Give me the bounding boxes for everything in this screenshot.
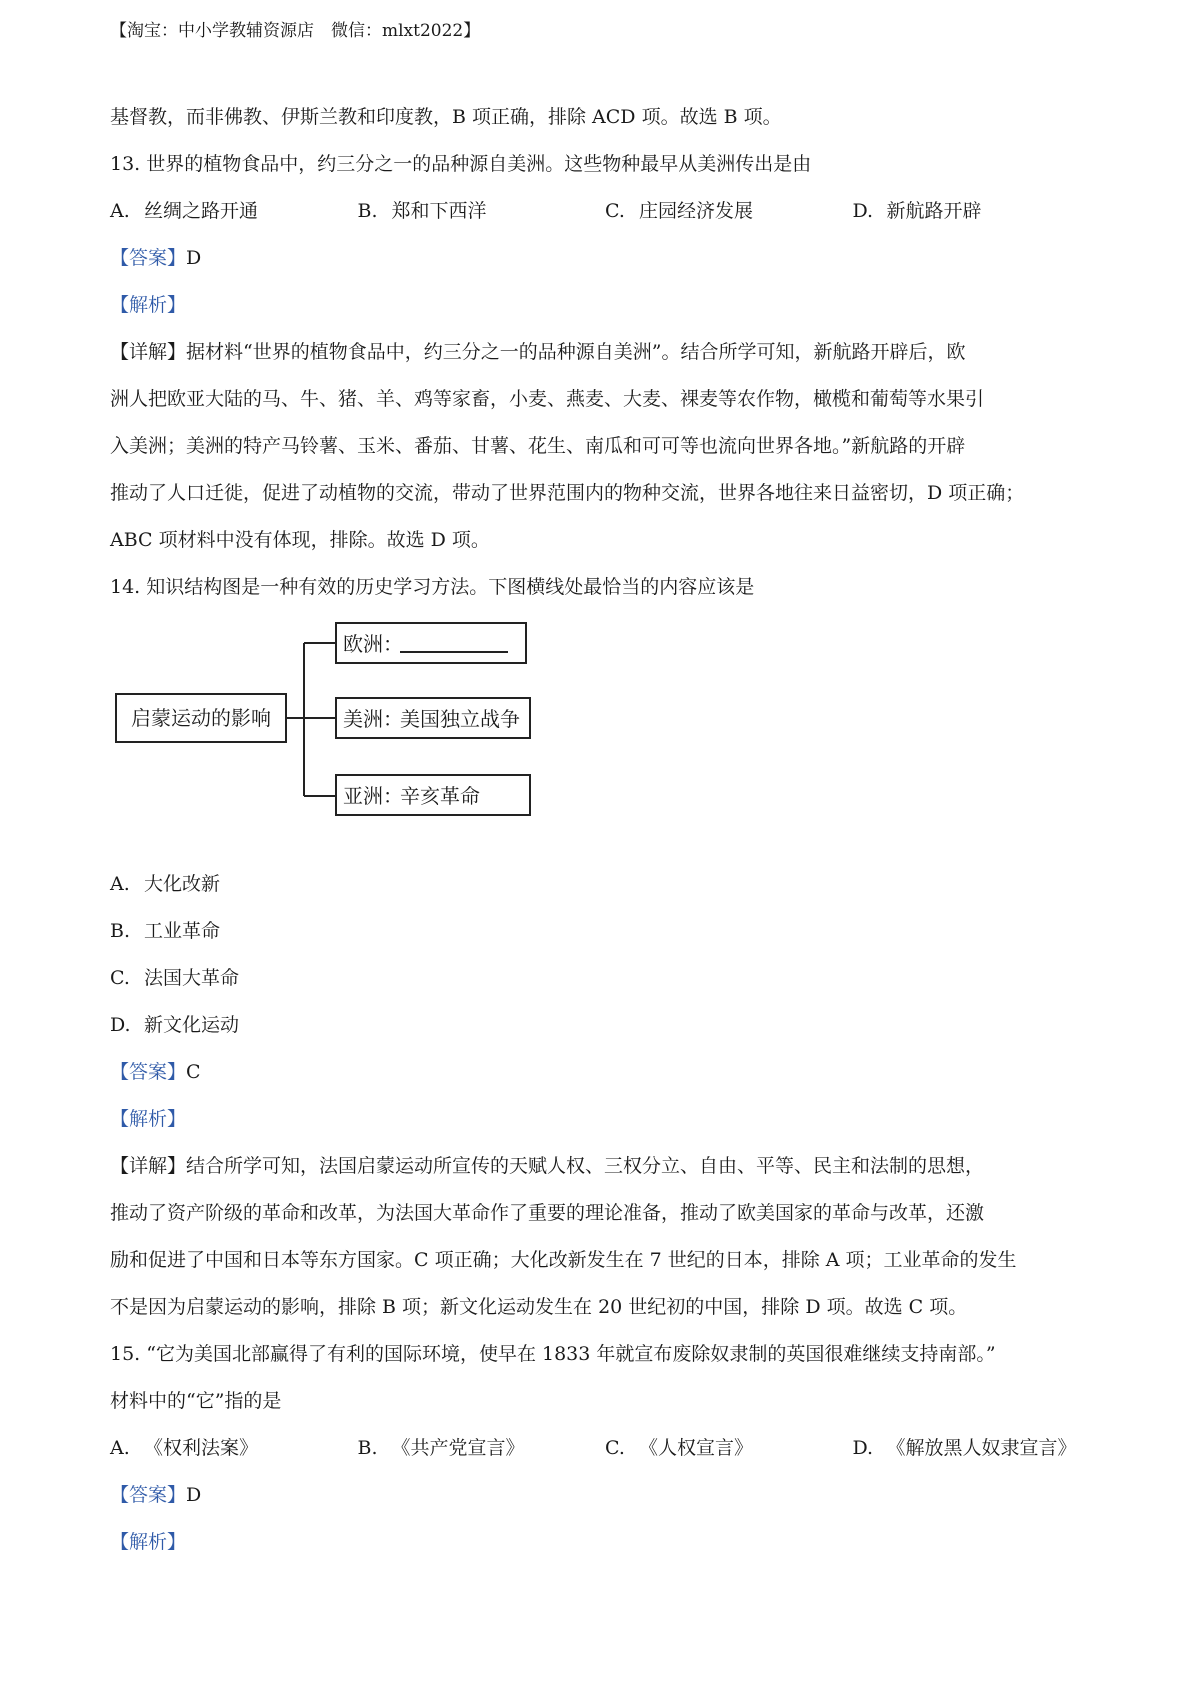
q15-analysis <box>110 1519 1100 1566</box>
q15-options <box>110 1425 1100 1472</box>
option-label: A. <box>110 1437 130 1459</box>
option-label: A. <box>110 200 130 222</box>
option-text: 法国大革命 <box>144 967 240 989</box>
diagram-svg <box>110 611 1100 861</box>
detail-text: 据材料“世界的植物食品中，约三分之一的品种源自美洲”。结合所学可知，新航路开辟后，欧 <box>186 341 966 363</box>
option-text: 丝绸之路开通 <box>144 200 259 222</box>
option-label: C. <box>110 967 130 989</box>
q14-analysis <box>110 1096 1100 1143</box>
analysis-tag: 【解析】 <box>110 294 187 316</box>
option-label: A. <box>110 873 130 895</box>
q15-answer <box>110 1472 1100 1519</box>
q14-detail <box>110 1143 1100 1331</box>
option-text: 新文化运动 <box>144 1014 240 1036</box>
detail-line <box>110 329 1100 376</box>
q14-answer <box>110 1049 1100 1096</box>
q15-stem-line-1: 15. “它为美国北部赢得了有利的国际环境，使早在 1833 年就宣布废除奴隶制的英国很难继续支持南部。” <box>110 1343 996 1365</box>
option-label: D. <box>852 200 874 222</box>
detail-line: 不是因为启蒙运动的影响，排除 B 项；新文化运动发生在 20 世纪初的中国，排除 D 项。故选 C 项。 <box>110 1296 968 1318</box>
detail-line: 推动了资产阶级的革命和改革，为法国大革命作了重要的理论准备，推动了欧美国家的革命与改革，还激 <box>110 1202 985 1224</box>
analysis-tag: 【解析】 <box>110 1108 187 1130</box>
option-label: B. <box>357 1437 378 1459</box>
q15-option-c[interactable] <box>605 1425 853 1472</box>
q15-option-b[interactable] <box>358 1425 606 1472</box>
option-text: 《解放黑人奴隶宣言》 <box>886 1437 1077 1459</box>
detail-line: 励和促进了中国和日本等东方国家。C 项正确；大化改新发生在 7 世纪的日本，排除 A 项；工业革命的发生 <box>110 1249 1017 1271</box>
root-label: 启蒙运动的影响 <box>131 706 271 730</box>
document-body <box>110 94 1100 1566</box>
q13-options <box>110 188 1100 235</box>
q13-option-a[interactable] <box>110 188 358 235</box>
option-text: 《权利法案》 <box>144 1437 259 1459</box>
answer-value: D <box>186 1484 202 1506</box>
q12-tail: 基督教，而非佛教、伊斯兰教和印度教，B 项正确，排除 ACD 项。故选 B 项。 <box>110 106 782 128</box>
q13-detail <box>110 329 1100 564</box>
detail-line <box>110 1143 1100 1190</box>
option-label: B. <box>110 920 131 942</box>
detail-line: ABC 项材料中没有体现，排除。故选 D 项。 <box>110 529 490 551</box>
option-label: D. <box>852 1437 874 1459</box>
q13-answer <box>110 235 1100 282</box>
knowledge-structure-diagram <box>110 611 1100 861</box>
detail-line: 入美洲；美洲的特产马铃薯、玉米、番茄、甘薯、花生、南瓜和可可等也流向世界各地。”新航路的开辟 <box>110 435 966 457</box>
detail-tag: 【详解】 <box>110 341 187 363</box>
option-label: C. <box>605 1437 625 1459</box>
answer-tag: 【答案】 <box>110 247 187 269</box>
option-text: 郑和下西洋 <box>391 200 487 222</box>
analysis-tag: 【解析】 <box>110 1531 187 1553</box>
branch-region-america: 美洲： <box>343 707 403 731</box>
branch-region-europe: 欧洲： <box>343 632 403 656</box>
q15-option-a[interactable] <box>110 1425 358 1472</box>
q15-stem-line-2: 材料中的“它”指的是 <box>110 1390 282 1412</box>
option-text: 《共产党宣言》 <box>391 1437 525 1459</box>
detail-text: 结合所学可知，法国启蒙运动所宣传的天赋人权、三权分立、自由、平等、民主和法制的思想， <box>186 1155 985 1177</box>
q13-analysis <box>110 282 1100 329</box>
q14-option-b[interactable] <box>110 908 1100 955</box>
option-text: 庄园经济发展 <box>639 200 754 222</box>
option-label: D. <box>110 1014 131 1036</box>
detail-line: 推动了人口迁徙，促进了动植物的交流，带动了世界范围内的物种交流，世界各地往来日益密切，D 项正确； <box>110 482 1025 504</box>
q15-option-d[interactable] <box>853 1425 1101 1472</box>
branch-region-asia: 亚洲： <box>343 784 403 808</box>
branch-content-america: 美国独立战争 <box>400 707 520 731</box>
option-text: 工业革命 <box>144 920 221 942</box>
q14-option-a[interactable] <box>110 861 1100 908</box>
option-text: 大化改新 <box>144 873 221 895</box>
q14-stem: 14. 知识结构图是一种有效的历史学习方法。下图横线处最恰当的内容应该是 <box>110 576 755 598</box>
q14-option-d[interactable] <box>110 1002 1100 1049</box>
q13-option-b[interactable] <box>358 188 606 235</box>
option-label: C. <box>605 200 625 222</box>
answer-value: C <box>186 1061 201 1083</box>
option-text: 新航路开辟 <box>886 200 982 222</box>
option-text: 《人权宣言》 <box>639 1437 754 1459</box>
page-header: 【淘宝：中小学教辅资源店 微信：mlxt2022】 <box>110 21 481 41</box>
answer-tag: 【答案】 <box>110 1484 187 1506</box>
option-label: B. <box>357 200 378 222</box>
q13-option-c[interactable] <box>605 188 853 235</box>
q13-option-d[interactable] <box>853 188 1101 235</box>
q14-option-c[interactable] <box>110 955 1100 1002</box>
detail-tag: 【详解】 <box>110 1155 187 1177</box>
branch-content-asia: 辛亥革命 <box>400 784 480 808</box>
answer-value: D <box>186 247 202 269</box>
detail-line: 洲人把欧亚大陆的马、牛、猪、羊、鸡等家畜，小麦、燕麦、大麦、裸麦等农作物，橄榄和葡萄等水果引 <box>110 388 985 410</box>
q13-stem: 13. 世界的植物食品中，约三分之一的品种源自美洲。这些物种最早从美洲传出是由 <box>110 153 812 175</box>
answer-tag: 【答案】 <box>110 1061 187 1083</box>
